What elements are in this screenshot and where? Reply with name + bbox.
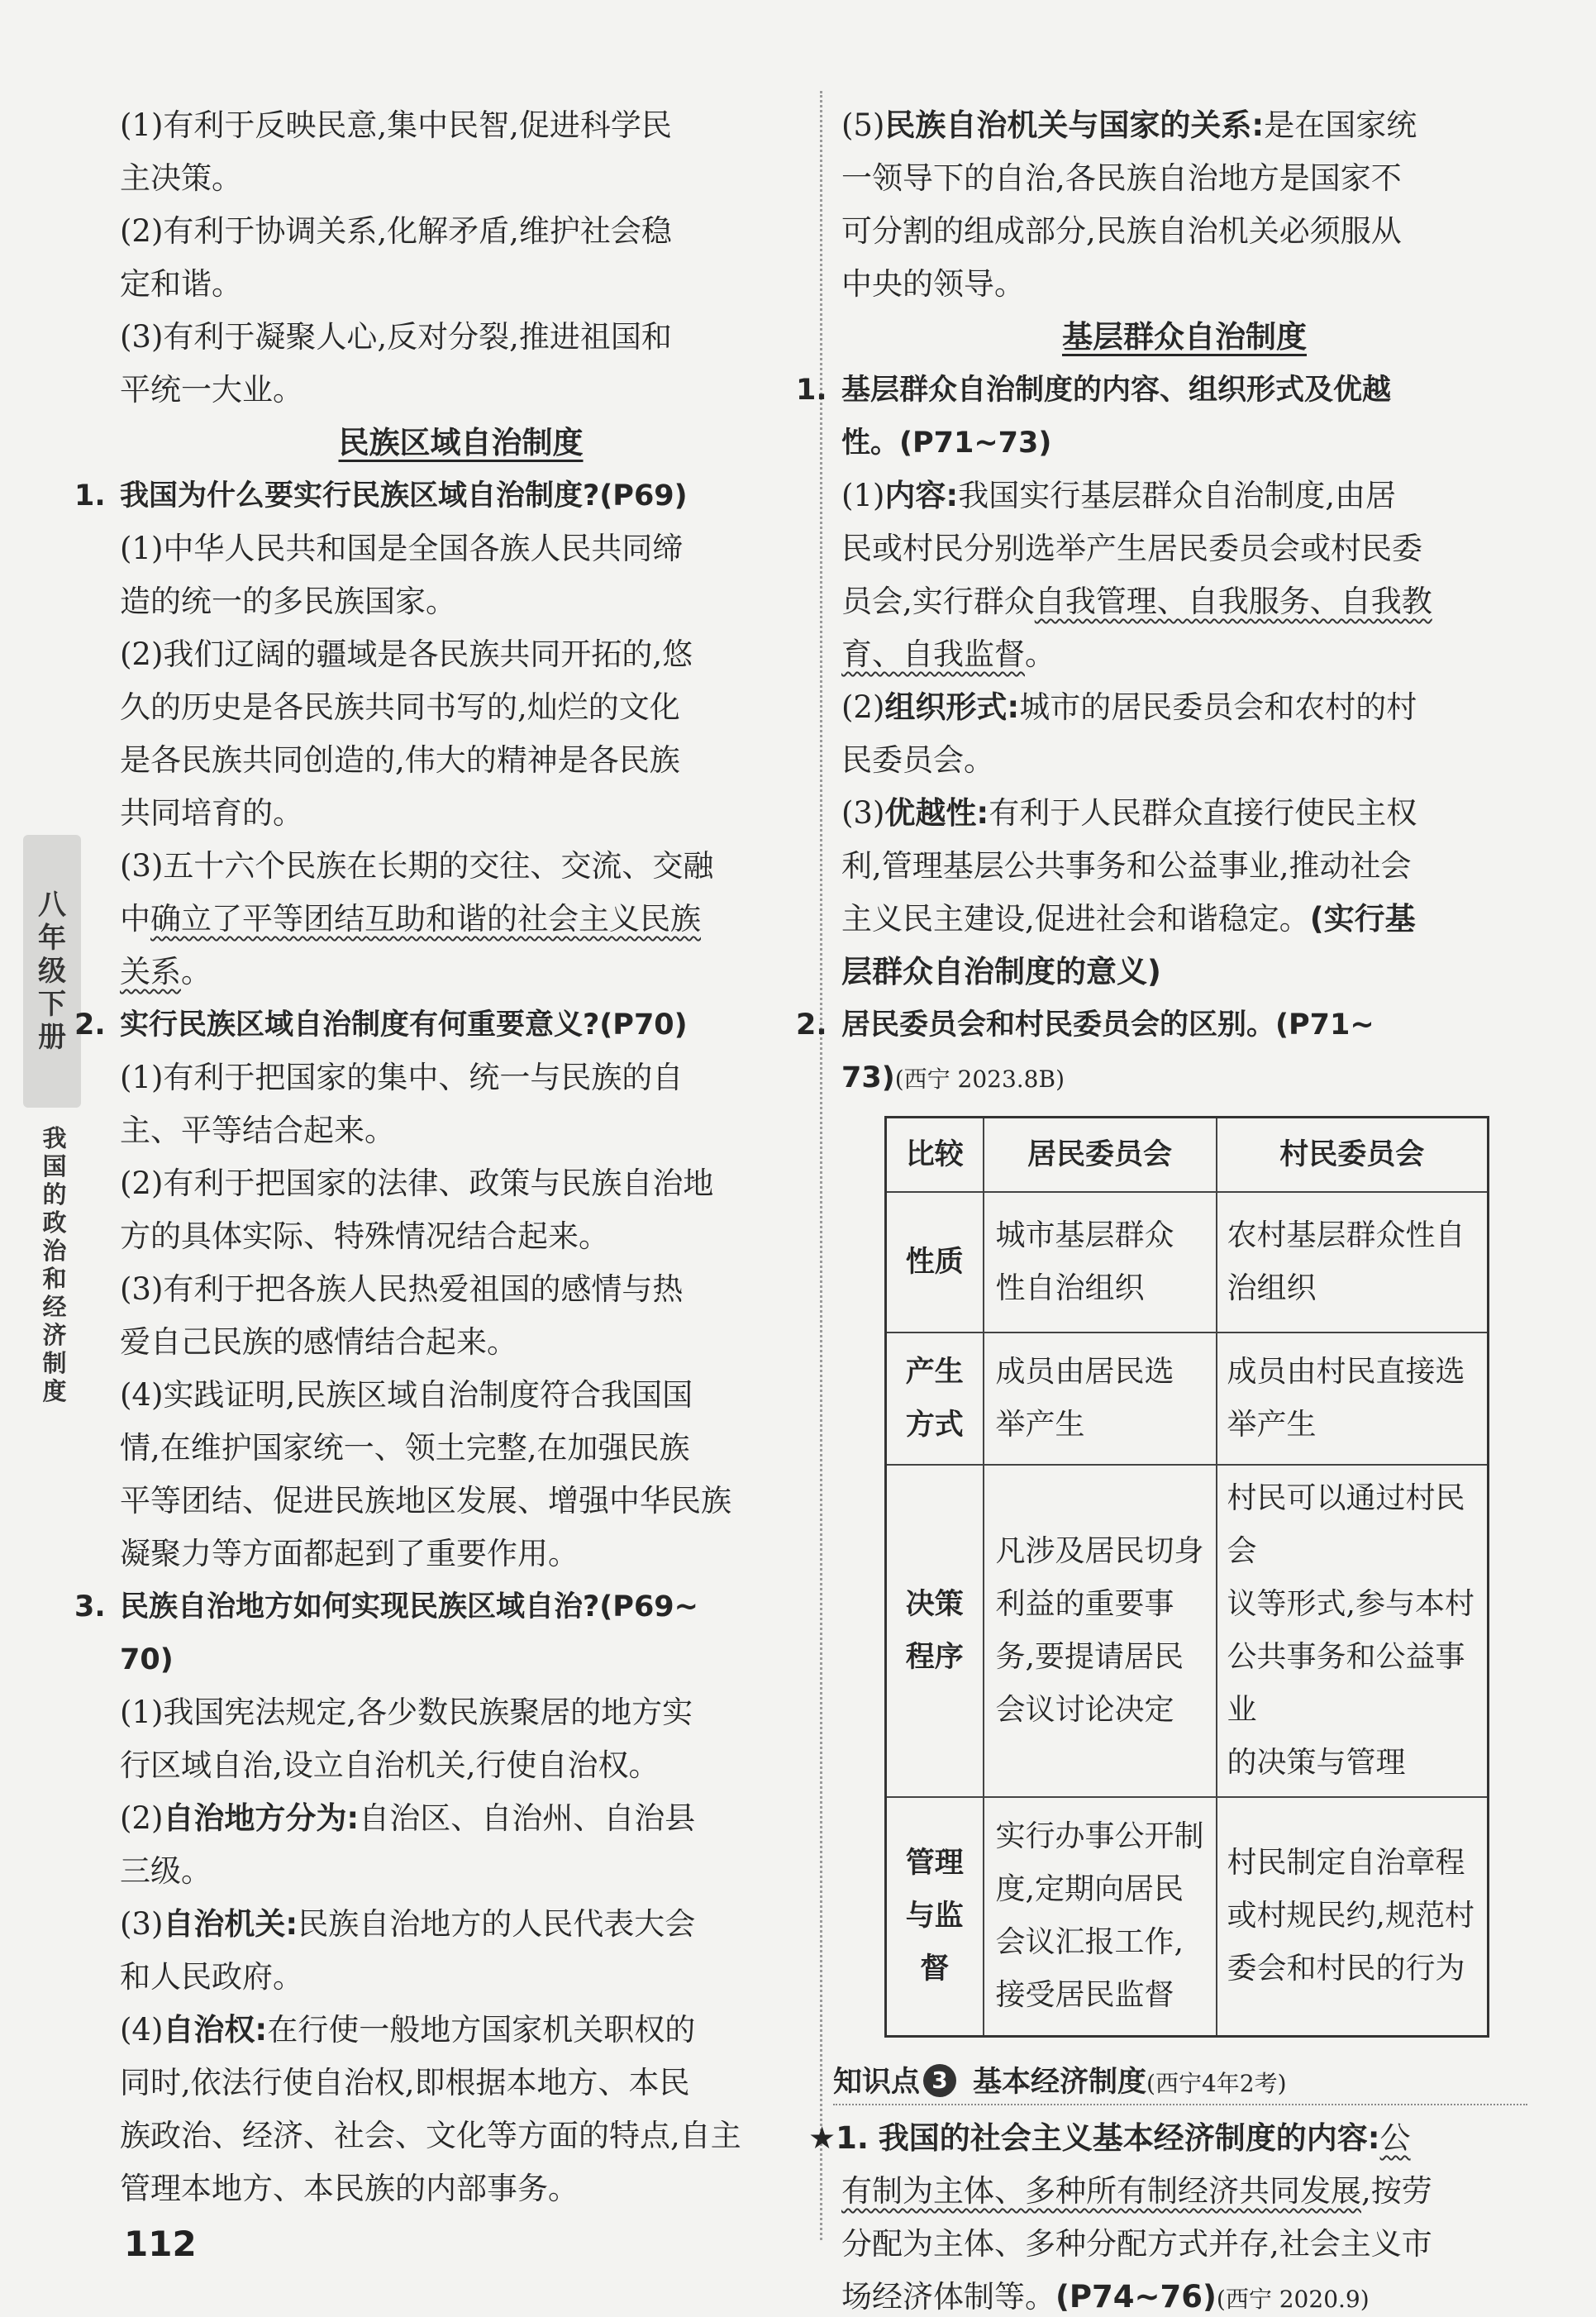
key-point-underline: 自我管理、自我服务、自我教 [1034,584,1432,619]
text-line [841,470,1527,522]
text-span: 。 [181,954,212,989]
text-line: 同时,依法行使自治权,即根据本地方、本民 [120,2065,690,2100]
text-span: ,按劳 [1361,2173,1432,2209]
table-header: 村民委员会 [1217,1118,1489,1192]
text-span: (5) [841,107,885,143]
text-line [841,628,1527,681]
text-line: 方的具体实际、特殊情况结合起来。 [120,1218,609,1254]
text-line [120,1792,802,1845]
text-line: 共同培育的。 [120,795,303,831]
table-cell: 凡涉及居民切身 利益的重要事 务,要提请居民 会议讨论决定 [984,1465,1217,1797]
text-line: 久的历史是各民族共同书写的,灿烂的文化 [120,689,680,725]
text-line: (2)我们辽阔的疆域是各民族共同开拓的,悠 [120,636,693,672]
text-line: (4)实践证明,民族区域自治制度符合我国国 [120,1377,693,1413]
text-line: 族政治、经济、社会、文化等方面的特点,自主 [120,2118,741,2153]
table-cell: 城市基层群众 性自治组织 [984,1192,1217,1333]
question-number: 2. [796,1008,827,1042]
question-title-cont: 70) [120,1643,174,1676]
question-text: 居民委员会和村民委员会的区别。(P71~ [841,1008,1374,1042]
table-row [886,1333,1489,1465]
question-number: 2. [74,1008,106,1042]
table-cell: 成员由村民直接选 举产生 [1217,1333,1489,1465]
text-span: 场经济体制等。 [841,2279,1055,2315]
text-line: 民委员会。 [841,742,994,778]
section-heading: 基层群众自治制度 [1062,319,1307,355]
table-row [886,1797,1489,2037]
text-span: (2) [841,689,885,725]
exam-note: (西宁4年2考) [1146,2070,1287,2097]
text-line [120,1898,802,1951]
text-span: (3) [120,1906,164,1942]
key-point-underline: 有制为主体、多种所有制经济共同发展 [841,2173,1361,2209]
text-span: 自治区、自治州、自治县 [359,1800,696,1836]
knowledge-point-number: 3 [923,2064,956,2097]
question-text: 基层群众自治制度的内容、组织形式及优越 [841,374,1392,407]
key-point-underline: 确立了平等团结互助和谐的社会主义民族 [150,901,701,937]
knowledge-point-label: 知识点 [833,2066,921,2099]
text-span: (1) [841,478,885,513]
text-line: 层群众自治制度的意义) [841,954,1161,989]
grade-tab-label: 八 年 级 下 册 [38,889,66,1054]
question-text: 民族自治地方如何实现民族区域自治?(P69~ [120,1590,698,1623]
text-line [841,893,1527,946]
text-line: 分配为主体、多种分配方式并存,社会主义市 [841,2226,1432,2262]
table-row [886,1192,1489,1333]
text-line: 定和谐。 [120,266,242,302]
text-span: (3) [841,795,885,831]
text-span: (4) [120,2012,164,2048]
text-span: 在行使一般地方国家机关职权的 [267,2012,696,2048]
row-header: 决策 程序 [886,1465,984,1797]
text-line: 是各民族共同创造的,伟大的精神是各民族 [120,742,680,778]
bold-term: 民族自治机关与国家的关系: [884,107,1265,143]
text-line [841,575,1527,628]
question-2 [796,999,1527,1106]
text-span: 我国实行基层群众自治制度,由居 [958,478,1396,513]
text-span: 有利于人民群众直接行使民主权 [989,795,1417,831]
question-title [796,999,1527,1051]
intro-block [120,99,802,417]
text-line: (1)中华人民共和国是全国各族人民共同缔 [120,531,684,566]
chapter-tab [38,1124,71,1405]
question-title [74,470,802,522]
text-span: (2) [120,1800,164,1836]
text-span: 是在国家统 [1264,107,1417,143]
star-marker: ★1. [808,2120,869,2156]
question-title [74,1580,802,1633]
knowledge-point-bar [833,2059,1527,2105]
question-1 [796,364,1527,999]
text-span: 员会,实行群众 [841,584,1035,619]
table-header: 比较 [886,1118,984,1192]
grade-tab [23,835,81,1108]
key-point-underline: 育、自我监督 [841,636,1025,672]
table-cell: 村民可以通过村民会 议等形式,参与本村 公共事务和公益事业 的决策与管理 [1217,1465,1489,1797]
text-line [120,946,802,999]
text-line: (3)五十六个民族在长期的交往、交流、交融 [120,848,714,884]
text-span: 主义民主建设,促进社会和谐稳定。 [841,901,1310,937]
question-title-cont [841,1051,1527,1106]
text-line: (3)有利于凝聚人心,反对分裂,推进祖国和 [120,319,672,355]
exam-note: (西宁 2023.8B) [894,1066,1065,1093]
text-line [841,2165,1527,2218]
table-cell: 实行办事公开制 度,定期向居民 会议汇报工作, 接受居民监督 [984,1797,1217,2037]
text-line: 可分割的组成部分,民族自治机关必须服从 [841,213,1402,249]
text-line [120,2004,802,2057]
question-title-cont: 性。(P71~73) [841,427,1052,460]
table-header-row [886,1118,1489,1192]
text-span: 城市的居民委员会和农村的村 [1019,689,1417,725]
bold-term: (实行基 [1309,901,1416,937]
row-header: 性质 [886,1192,984,1333]
question-number: 1. [74,479,106,513]
text-line: 和人民政府。 [120,1959,303,1995]
table-cell: 农村基层群众性自 治组织 [1217,1192,1489,1333]
text-line: 管理本地方、本民族的内部事务。 [120,2171,579,2206]
text-line [841,787,1527,840]
text-line: 平等团结、促进民族地区发展、增强中华民族 [120,1483,731,1518]
table-cell: 村民制定自治章程 或村规民约,规范村 委会和村民的行为 [1217,1797,1489,2037]
text-line [808,2112,1527,2165]
bold-term: 组织形式: [884,689,1020,725]
text-line: 中央的领导。 [841,266,1025,302]
text-line: 造的统一的多民族国家。 [120,584,456,619]
text-line [120,893,802,946]
text-span: 。 [1025,636,1055,672]
text-line: (1)有利于反映民意,集中民智,促进科学民 [120,107,672,143]
text-line: (2)有利于把国家的法律、政策与民族自治地 [120,1166,714,1201]
text-line: (1)有利于把国家的集中、统一与民族的自 [120,1060,684,1095]
text-line: (3)有利于把各族人民热爱祖国的感情与热 [120,1271,684,1307]
table-header: 居民委员会 [984,1118,1217,1192]
text-line [841,2271,1527,2317]
key-point-underline: 公 [1379,2120,1411,2156]
text-line: 民或村民分别选举产生居民委员会或村民委 [841,531,1422,566]
text-line: 爱自己民族的感情结合起来。 [120,1324,517,1360]
question-text: 我国为什么要实行民族区域自治制度?(P69) [120,479,688,513]
question-1 [74,470,802,999]
question-text: 实行民族区域自治制度有何重要意义?(P70) [120,1008,688,1042]
exam-note: (西宁 2020.9) [1216,2286,1370,2313]
text-line: (1)我国宪法规定,各少数民族聚居的地方实 [120,1695,693,1730]
text-line: 主、平等结合起来。 [120,1113,395,1148]
bold-term: (P74~76) [1055,2279,1217,2315]
question-title [796,364,1527,417]
question-3 [808,2112,1527,2317]
bold-term: 自治地方分为: [163,1800,360,1836]
question-number: 3. [74,1590,106,1623]
question-title [74,999,802,1051]
text-line: 平统一大业。 [120,372,303,408]
bold-term: 我国的社会主义基本经济制度的内容: [878,2120,1380,2156]
section-heading: 民族区域自治制度 [338,425,584,460]
text-line: 三级。 [120,1853,212,1889]
bold-term: 优越性: [884,795,989,831]
left-column [74,99,802,2215]
text-line: (2)有利于协调关系,化解矛盾,维护社会稳 [120,213,672,249]
bold-term: 自治机关: [163,1906,298,1942]
question-3 [74,1580,802,2215]
row-header: 产生 方式 [886,1333,984,1465]
comparison-table [884,1116,1489,2038]
question-text: 73) [841,1061,895,1094]
row-header: 管理 与监 督 [886,1797,984,2037]
table-row [886,1465,1489,1797]
text-line: 一领导下的自治,各民族自治地方是国家不 [841,160,1402,196]
bold-term: 内容: [884,478,959,513]
text-line [841,681,1527,734]
text-line: 主决策。 [120,160,242,196]
table-cell: 成员由居民选 举产生 [984,1333,1217,1465]
text-line: 情,在维护国家统一、领土完整,在加强民族 [120,1430,690,1466]
question-2 [74,999,802,1580]
text-line: 凝聚力等方面都起到了重要作用。 [120,1536,579,1571]
bold-term: 自治权: [163,2012,268,2048]
text-span: 民族自治地方的人民代表大会 [298,1906,696,1942]
right-column [796,99,1527,2317]
page-number: 112 [124,2224,197,2264]
knowledge-point-title: 基本经济制度 [973,2066,1147,2099]
text-line: 行区域自治,设立自治机关,行使自治权。 [120,1747,660,1783]
text-span: 中 [120,901,150,937]
chapter-tab-label: 我 国 的 政 治 和 经 济 制 度 [42,1124,67,1405]
text-line: 利,管理基层公共事务和公益事业,推动社会 [841,848,1412,884]
text-line [841,99,1527,152]
question-number: 1. [796,374,827,407]
key-point-underline: 关系 [120,954,181,989]
